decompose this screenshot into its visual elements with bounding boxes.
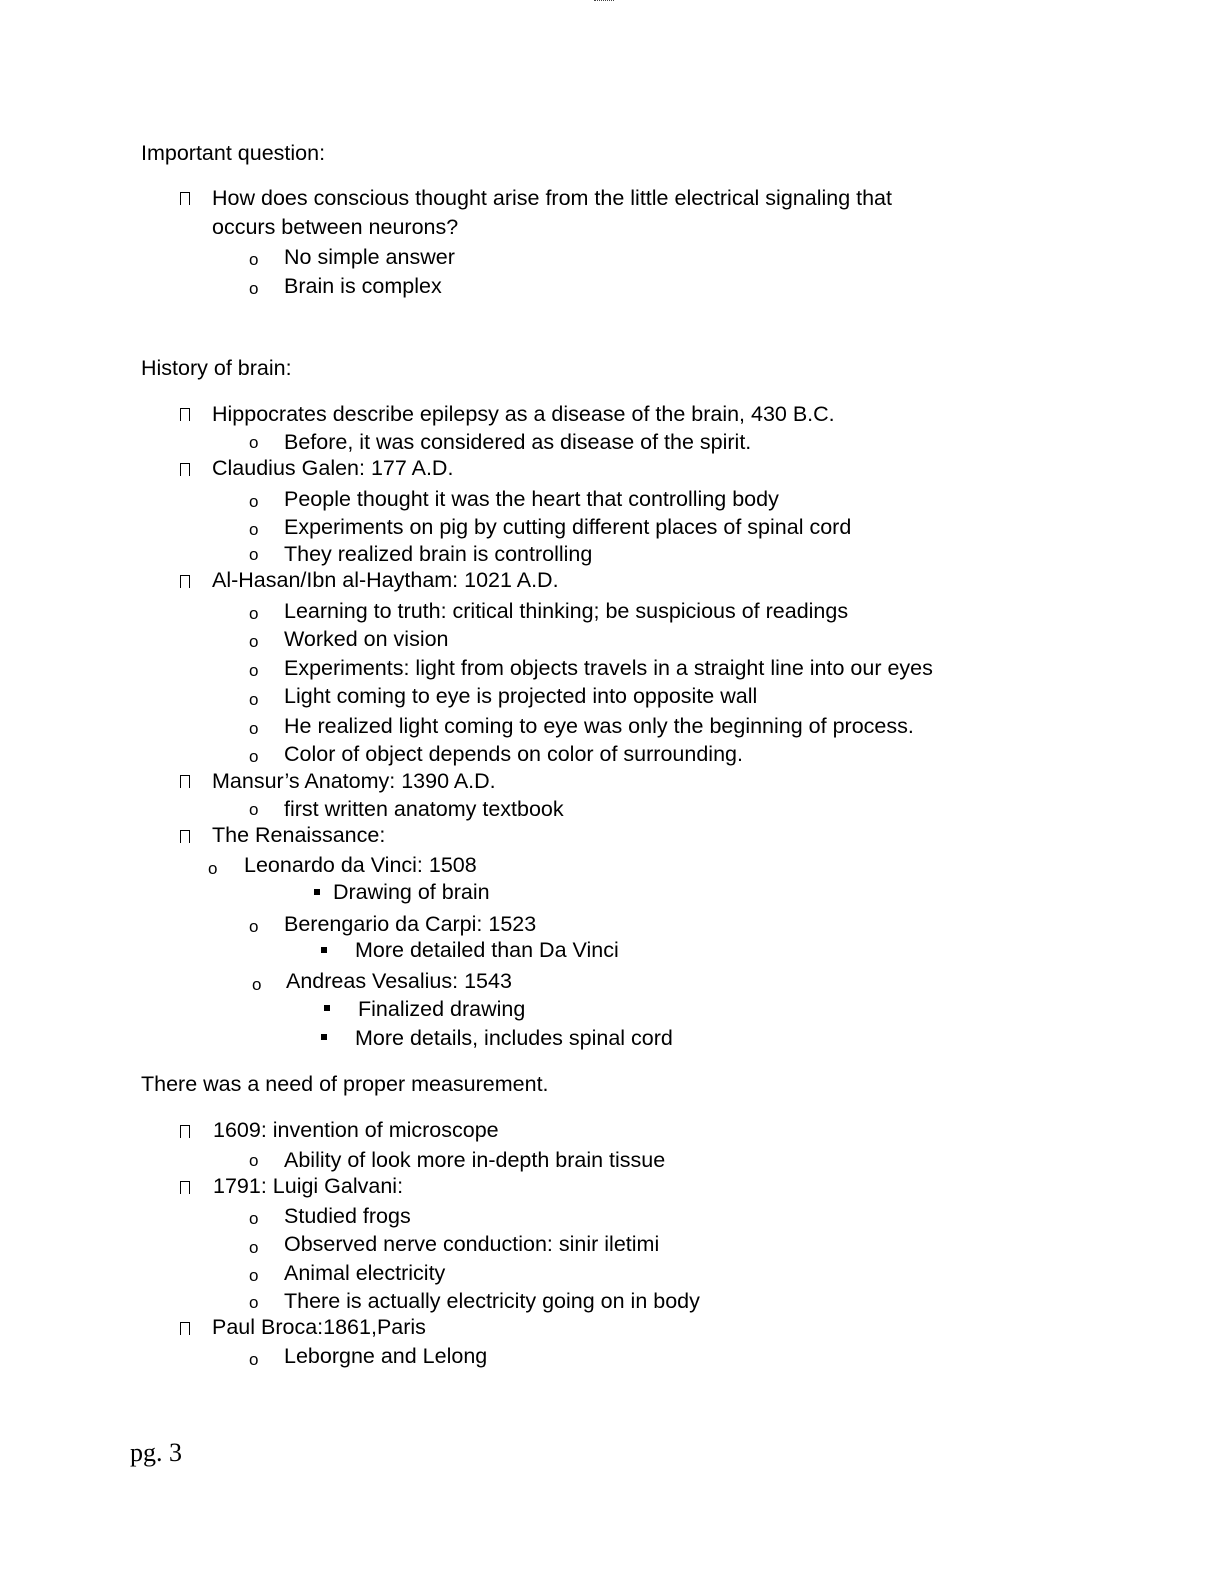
circle-bullet-icon: o [249, 250, 259, 269]
page-number: pg. 3 [130, 1438, 182, 1467]
sub-sub-list-item: More details, includes spinal cord [355, 1026, 673, 1050]
list-item: The Renaissance: [212, 823, 386, 847]
circle-bullet-icon: o [249, 1350, 259, 1369]
square-bullet-icon [321, 947, 327, 953]
list-item-continuation: occurs between neurons? [212, 215, 459, 239]
circle-bullet-icon: o [249, 632, 259, 651]
square-bullet-icon [314, 889, 320, 895]
circle-bullet-icon: o [249, 545, 259, 564]
sub-list-item: No simple answer [284, 245, 455, 269]
checkbox-bullet-icon [180, 575, 190, 588]
sub-list-item: Experiments on pig by cutting different places of spinal cord [284, 515, 852, 539]
sub-list-item: There is actually electricity going on in body [284, 1289, 700, 1313]
checkbox-bullet-icon [180, 1322, 190, 1335]
sub-list-item: Ability of look more in-depth brain tissue [284, 1148, 666, 1172]
circle-bullet-icon: o [249, 604, 259, 623]
circle-bullet-icon: o [249, 520, 259, 539]
sub-list-item: first written anatomy textbook [284, 797, 564, 821]
circle-bullet-icon: o [249, 1238, 259, 1257]
circle-bullet-icon: o [249, 492, 259, 511]
sub-list-item: Before, it was considered as disease of the spirit. [284, 430, 752, 454]
section-heading-history: History of brain: [141, 356, 292, 380]
checkbox-bullet-icon [180, 463, 190, 476]
checkbox-bullet-icon [180, 775, 190, 788]
sub-sub-list-item: More detailed than Da Vinci [355, 938, 619, 962]
sub-list-item: Observed nerve conduction: sinir iletimi [284, 1232, 660, 1256]
list-item: Al-Hasan/Ibn al-Haytham: 1021 A.D. [212, 568, 559, 592]
sub-list-item: He realized light coming to eye was only the beginning of process. [284, 714, 914, 738]
circle-bullet-icon: o [249, 1293, 259, 1312]
circle-bullet-icon: o [249, 1209, 259, 1228]
checkbox-bullet-icon [180, 192, 190, 205]
circle-bullet-icon: o [249, 1266, 259, 1285]
sub-list-item: Animal electricity [284, 1261, 446, 1285]
checkbox-bullet-icon [180, 1125, 190, 1138]
square-bullet-icon [321, 1034, 327, 1040]
circle-bullet-icon: o [249, 747, 259, 766]
sub-list-item: Leborgne and Lelong [284, 1344, 488, 1368]
sub-sub-list-item: Finalized drawing [358, 997, 526, 1021]
sub-list-item: Light coming to eye is projected into opposite wall [284, 684, 758, 708]
square-bullet-icon [324, 1005, 330, 1011]
section-heading-important: Important question: [141, 141, 326, 165]
sub-list-item: Studied frogs [284, 1204, 411, 1228]
circle-bullet-icon: o [249, 719, 259, 738]
header-mark [594, 0, 614, 2]
sub-list-item: People thought it was the heart that controlling body [284, 487, 779, 511]
circle-bullet-icon: o [249, 279, 259, 298]
list-item: Hippocrates describe epilepsy as a disease of the brain, 430 B.C. [212, 402, 835, 426]
sub-list-item: Andreas Vesalius: 1543 [286, 969, 512, 993]
circle-bullet-icon: o [249, 917, 259, 936]
circle-bullet-icon: o [208, 859, 218, 878]
circle-bullet-icon: o [249, 661, 259, 680]
list-item: How does conscious thought arise from the little electrical signaling that [212, 186, 892, 210]
circle-bullet-icon: o [252, 975, 262, 994]
sub-list-item: Leonardo da Vinci: 1508 [244, 853, 477, 877]
sub-list-item: Berengario da Carpi: 1523 [284, 912, 537, 936]
checkbox-bullet-icon [180, 408, 190, 421]
circle-bullet-icon: o [249, 1151, 259, 1170]
sub-list-item: They realized brain is controlling [284, 542, 593, 566]
list-item: 1791: Luigi Galvani: [213, 1174, 404, 1198]
circle-bullet-icon: o [249, 433, 259, 452]
list-item: Claudius Galen: 177 A.D. [212, 456, 454, 480]
sub-sub-list-item: Drawing of brain [333, 880, 490, 904]
sub-list-item: Worked on vision [284, 627, 449, 651]
sub-list-item: Brain is complex [284, 274, 442, 298]
sub-list-item: Learning to truth: critical thinking; be suspicious of readings [284, 599, 849, 623]
list-item: 1609: invention of microscope [213, 1118, 499, 1142]
checkbox-bullet-icon [180, 1181, 190, 1194]
sub-list-item: Experiments: light from objects travels in a straight line into our eyes [284, 656, 933, 680]
circle-bullet-icon: o [249, 690, 259, 709]
circle-bullet-icon: o [249, 800, 259, 819]
section-heading-measurement: There was a need of proper measurement. [141, 1072, 549, 1096]
checkbox-bullet-icon [180, 830, 190, 843]
list-item: Mansur’s Anatomy: 1390 A.D. [212, 769, 496, 793]
sub-list-item: Color of object depends on color of surrounding. [284, 742, 743, 766]
list-item: Paul Broca:1861,Paris [212, 1315, 426, 1339]
